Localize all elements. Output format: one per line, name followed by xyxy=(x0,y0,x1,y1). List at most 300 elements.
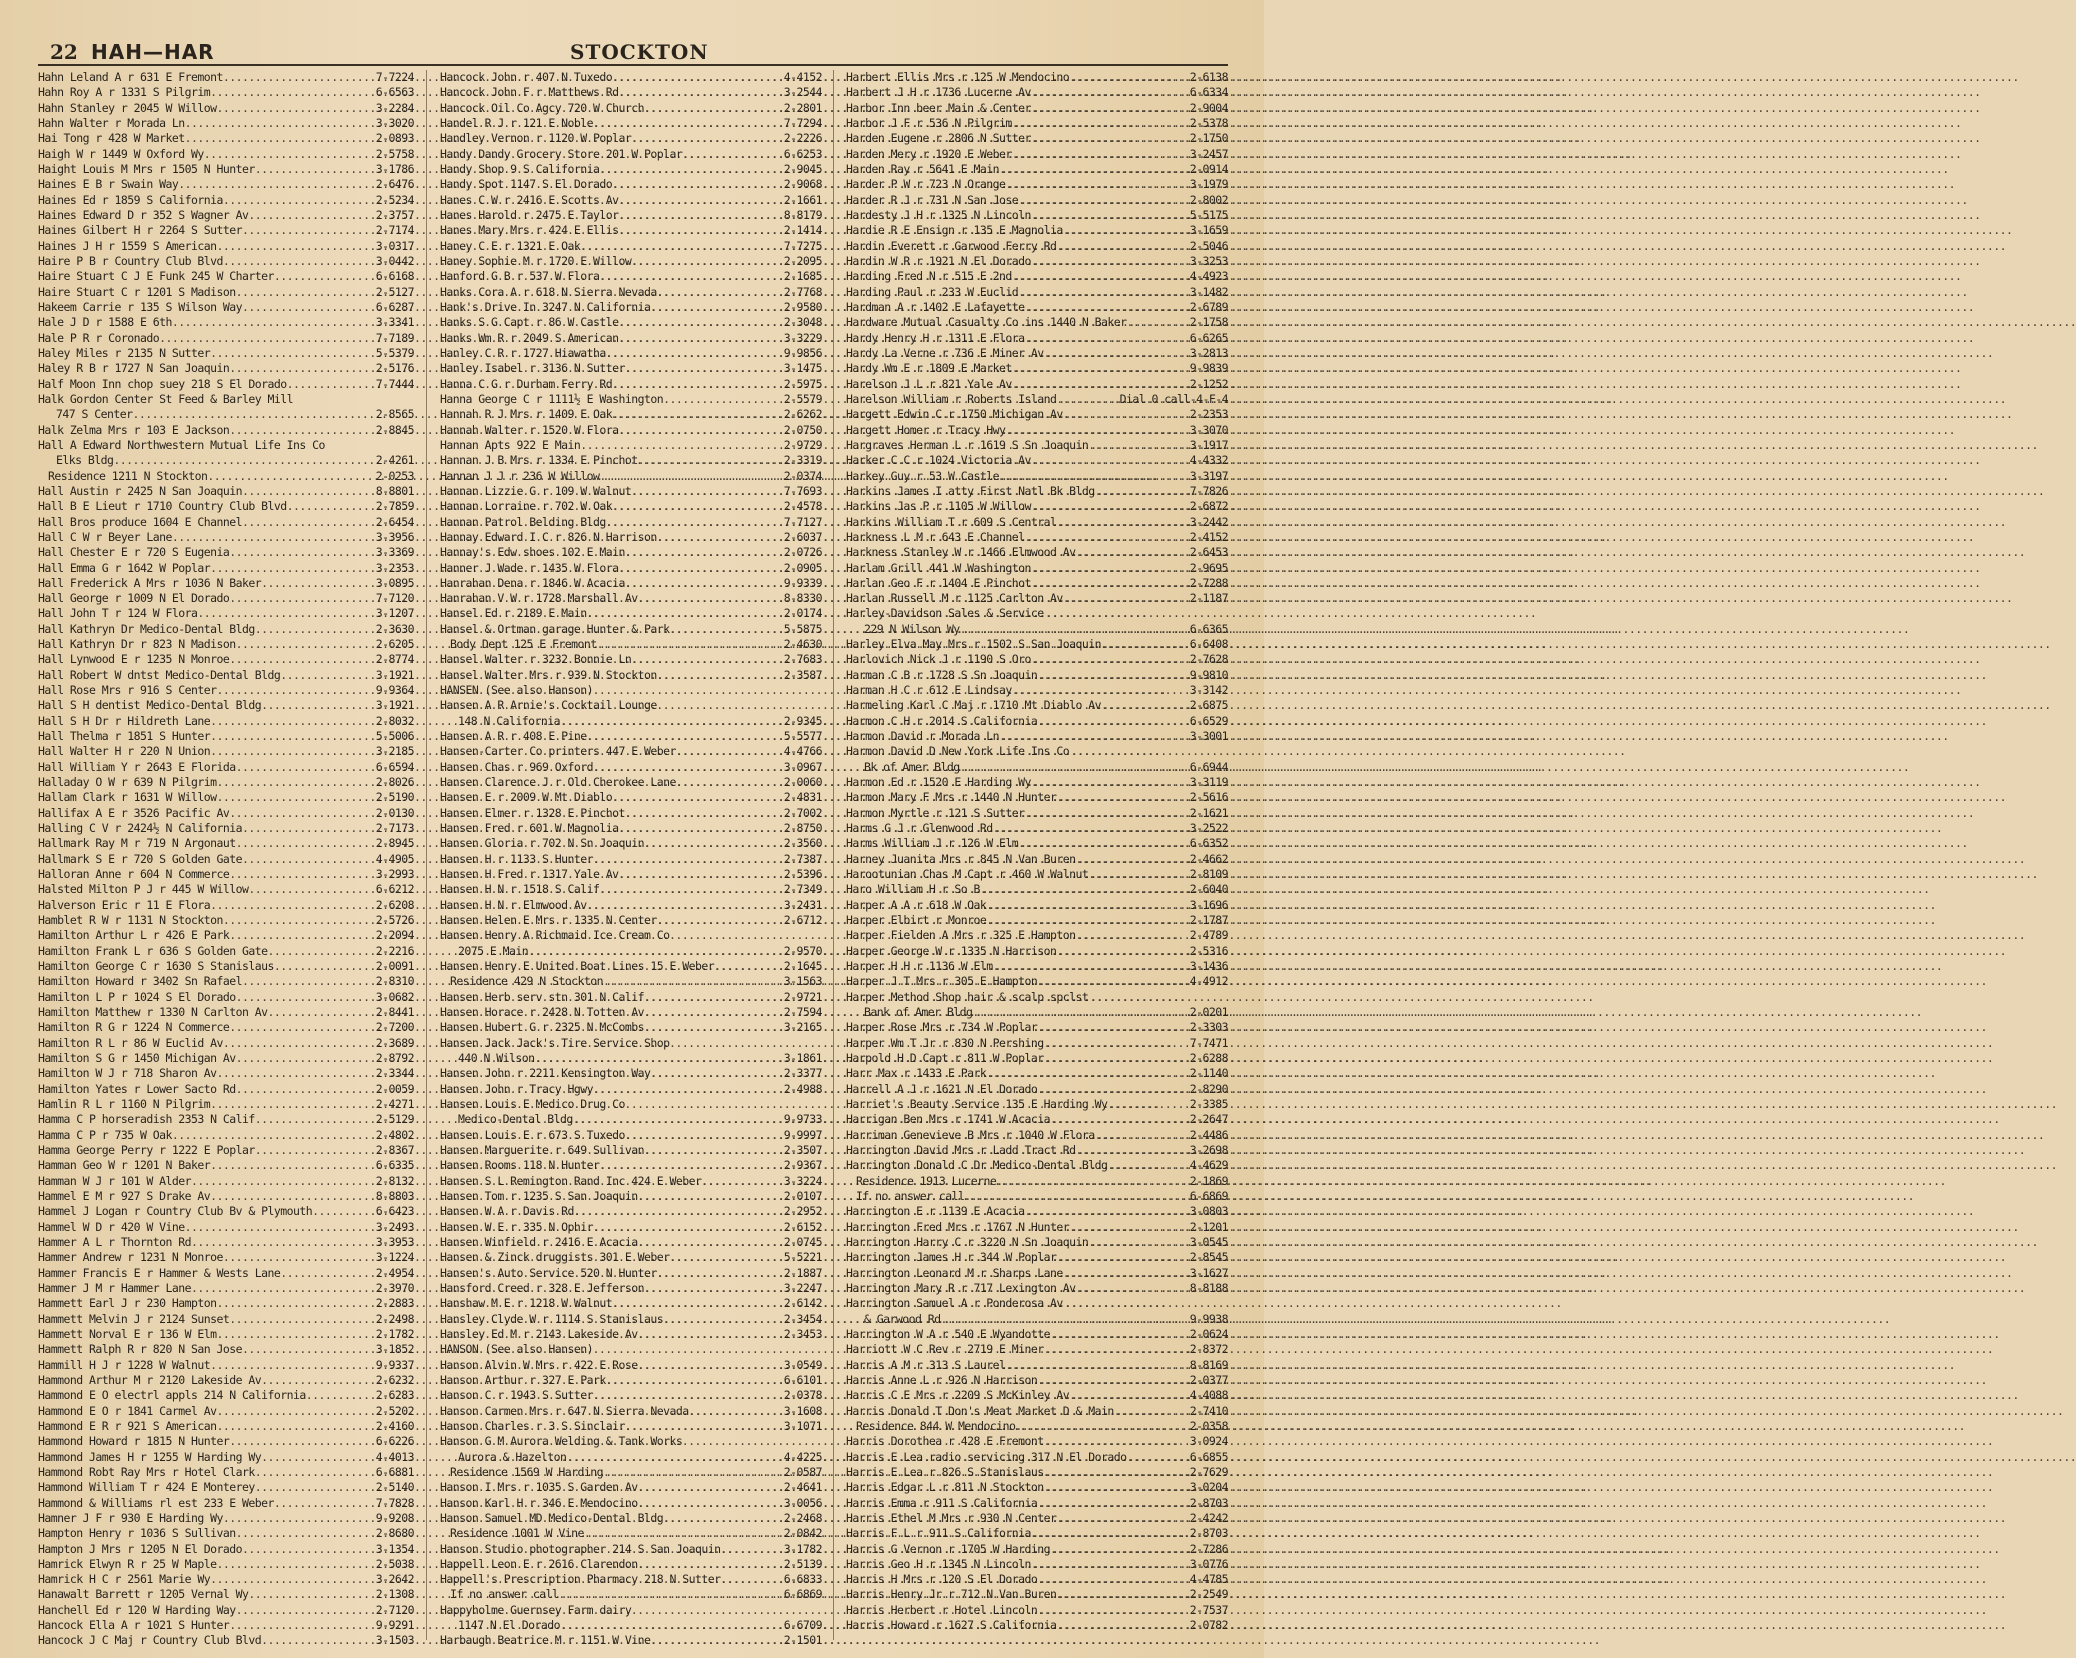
leader-dots xyxy=(1044,1051,1189,1066)
leader-dots xyxy=(999,729,1189,744)
listing-name: Hansen Herb serv stn 301 N Calif xyxy=(440,989,644,1004)
leader-dots xyxy=(612,177,783,192)
listing-name: Residence 844 W Mendocino xyxy=(856,1418,1016,1433)
listing-name: Harr Max r 1433 E Park xyxy=(846,1066,987,1081)
listing-name: Hannan J B Mrs r 1334 E Pinchot xyxy=(440,453,638,468)
phone-number: 2-1187 xyxy=(1189,591,1228,606)
listing-entry xyxy=(440,1358,822,1373)
listing-name: Harder R J r 731 N San Jose xyxy=(846,192,1019,207)
listing-name: Hansen Hubert G r 2325 N McCombs xyxy=(440,1020,644,1035)
phone-number: 2-1201 xyxy=(1189,1219,1228,1234)
listing-name: Harrington Mary R r 717 Lexington Av xyxy=(846,1280,1076,1295)
phone-number: Dial 0 call-4-F-4 xyxy=(1119,391,1228,406)
listing-entry xyxy=(38,944,414,959)
leader-dots xyxy=(1075,1281,1188,1296)
listing-entry xyxy=(846,1066,1228,1081)
phone-number: 6-6335 xyxy=(375,1158,414,1173)
listing-entry xyxy=(440,1174,822,1189)
listing-entry xyxy=(440,1204,822,1219)
leader-dots xyxy=(587,898,783,913)
listing-entry xyxy=(846,928,1228,943)
leader-dots xyxy=(216,1327,374,1342)
leader-dots xyxy=(1069,1220,1189,1235)
listing-name: Hall Kathryn Dr Medico-Dental Bldg xyxy=(38,621,255,636)
listing-entry xyxy=(440,698,822,713)
phone-number: 3-0056 xyxy=(783,1495,822,1510)
listing-entry xyxy=(846,561,1228,576)
phone-number: 2-8026 xyxy=(375,775,414,790)
listing-name: Hall S H Dr r Hildreth Lane xyxy=(38,713,211,728)
listing-entry xyxy=(38,346,414,361)
listing-entry xyxy=(440,852,822,867)
listing-entry xyxy=(38,162,414,177)
phone-number: 9-9810 xyxy=(1189,667,1228,682)
listing-entry xyxy=(440,1496,822,1511)
phone-number: 3-1475 xyxy=(783,361,822,376)
listing-entry xyxy=(846,576,1228,591)
listing-name: Harris Donald T Don's Meat Market D & Main xyxy=(846,1403,1114,1418)
leader-dots xyxy=(197,606,374,621)
phone-number: 6-6212 xyxy=(375,882,414,897)
listing-entry xyxy=(38,269,414,284)
leader-dots xyxy=(644,1005,783,1020)
phone-number: 3-1207 xyxy=(375,606,414,621)
listing-entry xyxy=(38,208,414,223)
listing-entry xyxy=(38,1327,414,1342)
listing-name: Haight Louis M Mrs r 1505 N Hunter xyxy=(38,161,255,176)
phone-number: 2-3377 xyxy=(783,1066,822,1081)
phone-number: 2-0782 xyxy=(1189,1618,1228,1633)
listing-entry xyxy=(846,407,1228,422)
leader-dots xyxy=(573,1112,783,1127)
listing-entry xyxy=(846,790,1228,805)
listing-name: Hall Lynwood E r 1235 N Monroe xyxy=(38,652,230,667)
listing-entry xyxy=(846,1618,1228,1633)
listing-entry xyxy=(846,131,1228,146)
phone-number: 2-9345 xyxy=(783,713,822,728)
leader-dots xyxy=(204,147,375,162)
leader-dots xyxy=(210,898,375,913)
phone-number: 2-0377 xyxy=(1189,1372,1228,1387)
leader-dots xyxy=(255,1465,375,1480)
phone-number: 2-7286 xyxy=(1189,1541,1228,1556)
leader-dots xyxy=(1101,637,1189,652)
phone-number: 3-3341 xyxy=(375,315,414,330)
phone-number: 2-2549 xyxy=(1189,1587,1228,1602)
listing-entry xyxy=(440,1281,822,1296)
listing-name: Hallmark Ray M r 719 N Argonaut xyxy=(38,836,236,851)
listing-entry xyxy=(440,1542,822,1557)
leader-dots xyxy=(1012,116,1189,131)
phone-number: 2-7002 xyxy=(783,805,822,820)
listing-entry xyxy=(38,315,414,330)
listing-name: Harris Dorothea r 428 E Fremont xyxy=(846,1434,1044,1449)
phone-number: 3-3369 xyxy=(375,545,414,560)
leader-dots xyxy=(207,469,374,484)
listing-entry xyxy=(440,1051,822,1066)
listing-entry xyxy=(38,1281,414,1296)
listing-name: Hakeem Carrie r 135 S Wilson Way xyxy=(38,299,242,314)
leader-dots xyxy=(599,882,782,897)
listing-name: Haines Gilbert H r 2264 S Sutter xyxy=(38,223,242,238)
leader-dots xyxy=(986,898,1189,913)
leader-dots xyxy=(993,959,1189,974)
listing-entry xyxy=(846,606,1228,621)
phone-number: 2-9729 xyxy=(783,437,822,452)
phone-number: 3-0803 xyxy=(1189,1204,1228,1219)
phone-number: 3-2642 xyxy=(375,1572,414,1587)
listing-name: Hall Emma G r 1642 W Poplar xyxy=(38,560,211,575)
listing-name: Hansel Walter r 3232 Bonnie Ln xyxy=(440,652,632,667)
listing-entry xyxy=(440,1235,822,1250)
listing-name: Hamilton R G r 1224 N Commerce xyxy=(38,1020,230,1035)
phone-number: 3-0204 xyxy=(1189,1480,1228,1495)
listing-name: Harris E Lea r 826 S Stanislaus xyxy=(846,1464,1044,1479)
listing-entry xyxy=(38,392,414,407)
listing-name: Hammett Ralph R r 820 N San Jose xyxy=(38,1342,242,1357)
listing-entry xyxy=(846,269,1228,284)
leader-dots xyxy=(242,484,375,499)
leader-dots xyxy=(1037,1496,1189,1511)
listing-entry xyxy=(440,1450,822,1465)
leader-dots xyxy=(216,1404,374,1419)
listing-name: Hanson C r 1943 S Sutter xyxy=(440,1388,593,1403)
leader-dots xyxy=(625,1128,783,1143)
listing-entry xyxy=(440,775,822,790)
listing-name: Hanner J Wade r 1435 W Flora xyxy=(440,560,619,575)
phone-number: 3-1627 xyxy=(1189,1265,1228,1280)
phone-number: 2-1661 xyxy=(783,192,822,207)
leader-dots xyxy=(229,867,375,882)
listing-entry xyxy=(440,1465,822,1480)
leader-dots xyxy=(236,1603,375,1618)
listing-entry xyxy=(846,959,1228,974)
listing-name: Hammel W D r 420 W Vine xyxy=(38,1219,185,1234)
listing-name: Haire Stuart C r 1201 S Madison xyxy=(38,284,236,299)
leader-dots xyxy=(618,867,782,882)
listing-name: Hamma C P horseradish 2353 N Calif xyxy=(38,1112,255,1127)
listing-entry xyxy=(440,1572,822,1587)
leader-dots xyxy=(223,193,375,208)
phone-number: 2-5758 xyxy=(375,146,414,161)
leader-dots xyxy=(701,1174,782,1189)
phone-number: 2-0107 xyxy=(783,1188,822,1203)
leader-dots xyxy=(159,331,375,346)
phone-number: 2-7173 xyxy=(375,821,414,836)
phone-number: 2-9367 xyxy=(783,1158,822,1173)
listing-entry xyxy=(440,561,822,576)
listing-column-1 xyxy=(38,70,414,1649)
listing-name: Hansen Elmer r 1328 E Pinchot xyxy=(440,805,625,820)
phone-number: 6-6365 xyxy=(1189,621,1228,636)
phone-number: 2-6037 xyxy=(783,529,822,544)
listing-entry xyxy=(846,1204,1228,1219)
listing-name: Hansen Helen E Mrs r 1335 N Center xyxy=(440,913,657,928)
phone-number: 2-0378 xyxy=(783,1388,822,1403)
listing-entry xyxy=(846,836,1228,851)
leader-dots xyxy=(1063,407,1189,422)
phone-number: 2-2468 xyxy=(783,1510,822,1525)
listing-name: Hamman Geo W r 1201 N Baker xyxy=(38,1158,211,1173)
leader-dots xyxy=(714,959,783,974)
phone-number: 3-3953 xyxy=(375,1234,414,1249)
listing-name: Harms G J r Glenwood Rd xyxy=(846,821,993,836)
leader-dots xyxy=(1024,806,1188,821)
listing-entry xyxy=(846,1097,1228,1112)
listing-name: Hargraves Herman L r 1619 S Sn Joaquin xyxy=(846,437,1089,452)
listing-name: Hardware Mutual Casualty Co ins 1440 N Baker xyxy=(846,315,1127,330)
listing-name: Hamma C P r 735 W Oak xyxy=(38,1127,172,1142)
listing-entry xyxy=(440,254,822,269)
listing-name: Hansen A R r 408 E Pine xyxy=(440,729,587,744)
listing-name: Hanks Cora A r 618 N Sierra Nevada xyxy=(440,284,657,299)
phone-number: 2-7768 xyxy=(783,284,822,299)
leader-dots xyxy=(618,193,782,208)
listing-entry xyxy=(846,775,1228,790)
listing-name: Hannan J J r 236 W Willow xyxy=(440,468,600,483)
leader-dots xyxy=(248,882,374,897)
leader-dots xyxy=(210,1158,375,1173)
listing-name: Harelson William r Roberts Island xyxy=(846,391,1057,406)
phone-number: 3-2165 xyxy=(783,1020,822,1035)
phone-number: 3-0545 xyxy=(1189,1234,1228,1249)
listing-name: Harris F L r 911 S California xyxy=(846,1526,1031,1541)
phone-number: 2-3560 xyxy=(783,836,822,851)
leader-dots xyxy=(229,1618,375,1633)
listing-entry xyxy=(38,223,414,238)
listing-entry xyxy=(440,515,822,530)
listing-entry xyxy=(38,1250,414,1265)
phone-number: 5-5221 xyxy=(783,1250,822,1265)
phone-number: 2-1621 xyxy=(1189,805,1228,820)
phone-number: 7-7294 xyxy=(783,115,822,130)
leader-dots xyxy=(223,913,375,928)
listing-name: Harris Edgar L r 811 N Stockton xyxy=(846,1480,1044,1495)
listing-entry xyxy=(846,1143,1228,1158)
phone-number: 2-6872 xyxy=(1189,499,1228,514)
phone-number: 2-5038 xyxy=(375,1556,414,1571)
listing-name: Harrington E r 1139 E Acacia xyxy=(846,1204,1025,1219)
leader-dots xyxy=(229,1312,375,1327)
phone-number: 2-2226 xyxy=(783,131,822,146)
listing-entry xyxy=(846,714,1228,729)
listing-entry xyxy=(846,453,1228,468)
listing-name: Hammond E O r 1841 Carmel Av xyxy=(38,1403,217,1418)
listing-entry xyxy=(38,1373,414,1388)
leader-dots xyxy=(1024,331,1188,346)
listing-entry xyxy=(440,1373,822,1388)
listing-name: Hamilton Frank L r 636 S Golden Gate xyxy=(38,943,268,958)
listing-name: Bank of Amer Bldg xyxy=(864,1005,973,1020)
listing-entry xyxy=(38,1296,414,1311)
leader-dots xyxy=(593,1388,783,1403)
listing-name: Half Moon Inn chop suey 218 S El Dorado xyxy=(38,376,287,391)
listing-name: Hansen Chas r 969 Oxford xyxy=(440,759,593,774)
phone-number: 2-1252 xyxy=(1189,376,1228,391)
leader-dots xyxy=(606,346,783,361)
phone-number: 2-4271 xyxy=(375,1096,414,1111)
leader-dots xyxy=(172,1128,375,1143)
phone-number: 2-8703 xyxy=(1189,1495,1228,1510)
listing-name: Harbor J F r 536 N Pilgrim xyxy=(846,115,1012,130)
leader-dots xyxy=(612,499,783,514)
listing-name: Harmon Ed r 1520 E Harding Wy xyxy=(846,775,1031,790)
phone-number: 2-6789 xyxy=(1189,299,1228,314)
listing-name: Hamilton Arthur L r 426 E Park xyxy=(38,928,230,943)
listing-name: Hammill H J r 1228 W Walnut xyxy=(38,1357,211,1372)
listing-name: Hancock J C Maj r Country Club Blvd xyxy=(38,1633,262,1648)
phone-number: 2-0253 xyxy=(375,468,414,483)
phone-number: 2-5176 xyxy=(375,361,414,376)
leader-dots xyxy=(657,530,783,545)
listing-entry xyxy=(440,193,822,208)
phone-number: 2-0587 xyxy=(783,1464,822,1479)
listing-name: Harriet's Beauty Service 135 E Harding Wy xyxy=(846,1096,1108,1111)
phone-number: 2-4242 xyxy=(1189,1510,1228,1525)
phone-number: 6-6253 xyxy=(783,146,822,161)
listing-entry xyxy=(38,836,414,851)
listing-entry xyxy=(846,1465,1228,1480)
listing-name: Hale P R r Coronado xyxy=(38,330,160,345)
listing-entry xyxy=(38,1266,414,1281)
phone-number: 2-8774 xyxy=(375,652,414,667)
phone-number: 3-1696 xyxy=(1189,897,1228,912)
listing-entry xyxy=(846,683,1228,698)
listing-entry xyxy=(846,300,1228,315)
listing-name: Hanks S G Capt r 86 W Castle xyxy=(440,315,619,330)
phone-number: 5-5175 xyxy=(1189,207,1228,222)
leader-dots xyxy=(986,1066,1189,1081)
phone-number: 2-0060 xyxy=(783,775,822,790)
listing-name: Hall George r 1009 N El Dorado xyxy=(38,591,230,606)
listing-name: Hamrick H C r 2561 Marie Wy xyxy=(38,1572,211,1587)
listing-entry xyxy=(846,331,1228,346)
listing-name: Harman H C r 612 E Lindsay xyxy=(846,683,1012,698)
listing-name: Harkins Jas P r 1105 W Willow xyxy=(846,499,1031,514)
listing-name: Hanson Karl H r 346 E Mendocino xyxy=(440,1495,638,1510)
phone-number: 3-1786 xyxy=(375,161,414,176)
leader-dots xyxy=(248,1587,374,1602)
phone-number: 2-6142 xyxy=(783,1296,822,1311)
listing-entry xyxy=(440,668,822,683)
listing-name: Harmon Mary F Mrs r 1440 N Hunter xyxy=(846,790,1057,805)
listing-name: Hall Austin r 2425 N San Joaquin xyxy=(38,483,242,498)
leader-dots xyxy=(1056,239,1188,254)
phone-number: 7-7224 xyxy=(375,70,414,84)
phone-number: 2-6712 xyxy=(783,913,822,928)
listing-name: Hansen Louis E r 673 S Tuxedo xyxy=(440,1127,625,1142)
phone-number: 5-5875 xyxy=(783,621,822,636)
leader-dots xyxy=(1037,668,1189,683)
phone-number: 4-4225 xyxy=(783,1449,822,1464)
leader-dots xyxy=(625,576,783,591)
leader-dots xyxy=(638,1327,783,1342)
listing-name: Halsted Milton P J r 445 W Willow xyxy=(38,882,249,897)
listing-entry xyxy=(846,239,1228,254)
listing-name: Hannan Lizzie G r 109 W Walnut xyxy=(440,483,632,498)
listing-entry xyxy=(440,131,822,146)
leader-dots xyxy=(1005,177,1188,192)
listing-name: Harmeling Karl C Maj r 1710 Mt Diablo Av xyxy=(846,698,1101,713)
listing-name: Harrington W A r 540 E Wyandotte xyxy=(846,1326,1050,1341)
listing-entry xyxy=(440,1480,822,1495)
listing-name: Hargett Edwin C r 1750 Michigan Av xyxy=(846,407,1063,422)
phone-number: 2-1645 xyxy=(783,959,822,974)
listing-name: Hampton Henry r 1036 S Sullivan xyxy=(38,1526,236,1541)
listing-name: Hahn Roy A r 1331 S Pilgrim xyxy=(38,85,211,100)
leader-dots xyxy=(216,1419,374,1434)
phone-number: 2-1414 xyxy=(783,223,822,238)
phone-number: 2-6288 xyxy=(1189,1051,1228,1065)
phone-number: 2-6232 xyxy=(375,1372,414,1387)
listing-name: Hansen A R Arnie's Cocktail Lounge xyxy=(440,698,657,713)
listing-entry xyxy=(440,1404,822,1419)
listing-entry xyxy=(846,637,1228,652)
leader-dots xyxy=(261,1373,375,1388)
listing-entry xyxy=(440,499,822,514)
listing-entry xyxy=(440,1143,822,1158)
leader-dots xyxy=(1037,1082,1189,1097)
listing-name: Hallam Clark r 1631 W Willow xyxy=(38,790,217,805)
listing-name: Harrell A J r 1621 N El Dorado xyxy=(846,1081,1038,1096)
leader-dots xyxy=(618,561,782,576)
leader-dots xyxy=(210,1189,375,1204)
listing-entry xyxy=(440,591,822,606)
listing-name: Harding Paul r 233 W Euclid xyxy=(846,284,1019,299)
listing-name: Hanson Samuel MD Medico-Dental Bldg xyxy=(440,1510,664,1525)
leader-dots xyxy=(1031,453,1189,468)
leader-dots xyxy=(229,545,375,560)
leader-dots xyxy=(1031,652,1189,667)
listing-entry xyxy=(440,990,822,1005)
listing-entry xyxy=(38,453,414,468)
listing-entry xyxy=(846,545,1228,560)
phone-number: 2-2647 xyxy=(1189,1112,1228,1127)
listing-entry xyxy=(440,1296,822,1311)
leader-dots xyxy=(606,1373,783,1388)
listing-entry xyxy=(38,637,414,652)
listing-entry xyxy=(846,254,1228,269)
listing-entry xyxy=(440,898,822,913)
phone-number: 5-5379 xyxy=(375,345,414,360)
leader-dots xyxy=(1018,285,1189,300)
phone-number: 2-0201 xyxy=(1189,1005,1228,1020)
leader-dots xyxy=(1031,1526,1189,1541)
listing-name: Happell's Prescription Pharmacy 218 N Sutter xyxy=(440,1572,721,1587)
leader-dots xyxy=(560,714,783,729)
leader-dots xyxy=(618,821,782,836)
listing-entry xyxy=(38,1128,414,1143)
leader-dots xyxy=(993,821,1189,836)
leader-dots xyxy=(1031,85,1189,100)
phone-number: 4-4152 xyxy=(783,70,822,84)
phone-number: 2-5234 xyxy=(375,192,414,207)
phone-number: 3-2457 xyxy=(1189,146,1228,161)
leader-dots xyxy=(261,1633,375,1648)
leader-dots xyxy=(210,1097,375,1112)
leader-dots xyxy=(113,453,374,468)
phone-number: 2-3385 xyxy=(1189,1096,1228,1111)
phone-number: 3-1979 xyxy=(1189,177,1228,192)
listing-name: Hansen Fred r 601 W Magnolia xyxy=(440,821,619,836)
listing-entry xyxy=(38,70,414,85)
phone-number: 9-9339 xyxy=(783,575,822,590)
leader-dots xyxy=(1095,484,1189,499)
leader-dots xyxy=(638,1496,783,1511)
listing-name: Hallifax A E r 3526 Pacific Av xyxy=(38,805,230,820)
phone-number: 3-2284 xyxy=(375,100,414,115)
leader-dots xyxy=(229,928,375,943)
